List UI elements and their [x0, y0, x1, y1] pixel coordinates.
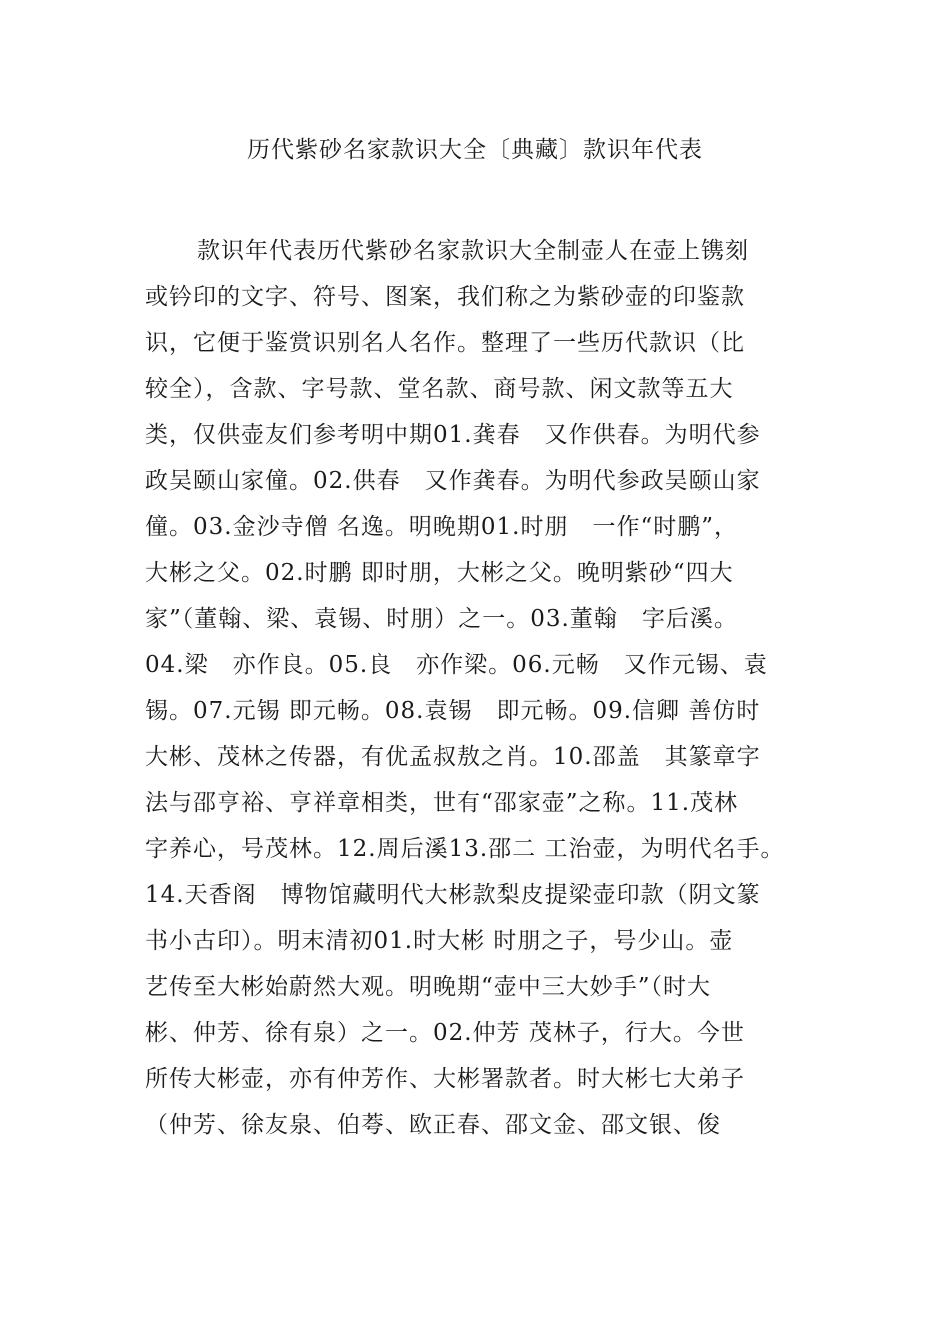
text-line: 款识年代表历代紫砂名家款识大全制壶人在壶上镌刻	[197, 238, 749, 264]
text-line: 彬、仲芳、徐有泉）之一。02.仲芳 茂林子，行大。今世	[145, 1020, 745, 1046]
document-body	[145, 228, 825, 1148]
text-line: 04.梁 亦作良。05.良 亦作梁。06.元畅 又作元锡、袁	[145, 652, 768, 678]
text-line: 大彬之父。02.时鹏 即时朋，大彬之父。晚明紫砂“四大	[145, 560, 734, 586]
text-line: 僮。03.金沙寺僧 名逸。明晚期01.时朋 一作“时鹏”，	[145, 514, 738, 540]
text-line: 大彬、茂林之传器，有优孟叔敖之肖。10.邵盖 其篆章字	[145, 744, 761, 770]
text-line: 艺传至大彬始蔚然大观。明晚期“壶中三大妙手”（时大	[145, 974, 712, 1000]
text-line: 字养心，号茂林。12.周后溪13.邵二 工治壶，为明代名手。	[145, 836, 785, 862]
text-line: 类，仅供壶友们参考明中期01.龚春 又作供春。为明代参	[145, 422, 761, 448]
text-line: 家”（董翰、梁、袁锡、时朋）之一。03.董翰 字后溪。	[145, 606, 738, 632]
text-line: 所传大彬壶，亦有仲芳作、大彬署款者。时大彬七大弟子	[145, 1066, 745, 1092]
text-line: 锡。07.元锡 即元畅。08.袁锡 即元畅。09.信卿 善仿时	[145, 698, 761, 724]
text-line: 法与邵亨裕、亨祥章相类，世有“邵家壶”之称。11.茂林	[145, 790, 739, 816]
text-line: 较全），含款、字号款、堂名款、商号款、闲文款等五大	[145, 376, 734, 402]
text-line: 书小古印）。明末清初01.时大彬 时朋之子，号少山。壶	[145, 928, 734, 954]
text-line: 14.天香阁 博物馆藏明代大彬款梨皮提梁壶印款（阴文篆	[145, 882, 761, 908]
text-line: （仲芳、徐友泉、伯荂、欧正春、邵文金、邵文银、俊	[145, 1112, 721, 1138]
text-line: 识，它便于鉴赏识别名人名作。整理了一些历代款识（比	[145, 330, 745, 356]
document-title: 历代紫砂名家款识大全〔典藏〕款识年代表	[247, 137, 703, 163]
text-line: 或钤印的文字、符号、图案，我们称之为紫砂壶的印鉴款	[145, 284, 745, 310]
text-line: 政吴颐山家僮。02.供春 又作龚春。为明代参政吴颐山家	[145, 468, 761, 494]
